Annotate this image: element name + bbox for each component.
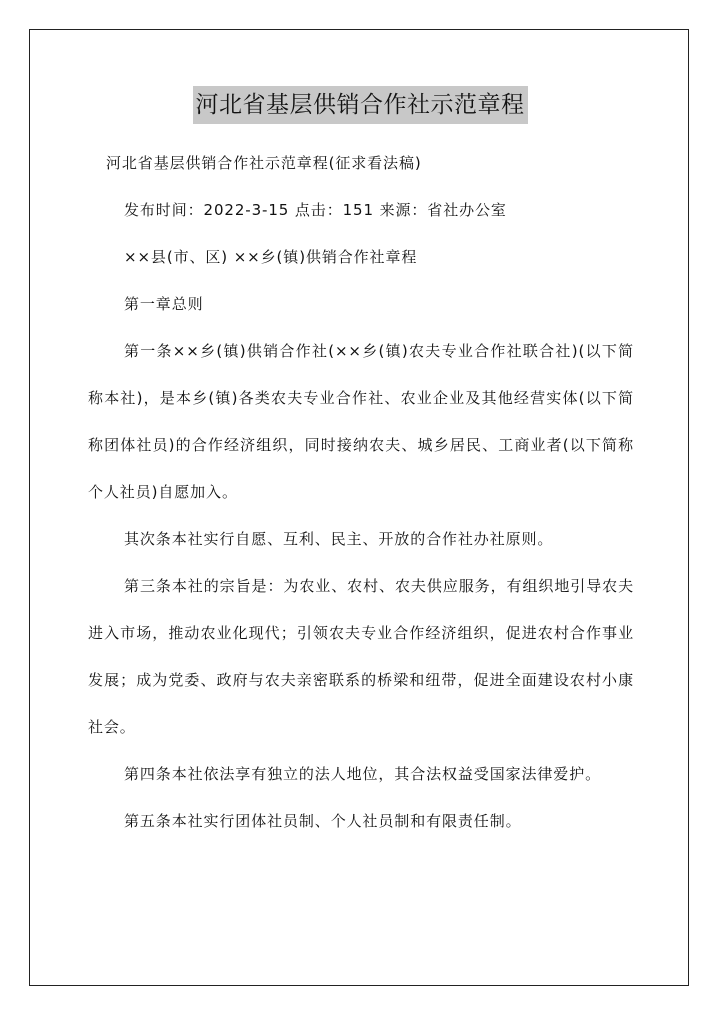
paragraph-article-1: 第一条××乡(镇)供销合作社(××乡(镇)农夫专业合作社联合社)(以下简称本社)，是本乡(镇)各类农夫专业合作社、农业企业及其他经营实体(以下简称团体社员)的合作经济组织，同时接纳农夫、城乡居民、工商业者(以下简称个人社员)自愿加入。 <box>88 342 634 501</box>
paragraph-publish-info: 发布时间：2022-3-15 点击：151 来源：省社办公室 <box>124 201 507 219</box>
paragraph-draft-title: 河北省基层供销合作社示范章程(征求看法稿) <box>106 154 422 172</box>
document-title: 河北省基层供销合作社示范章程 <box>193 86 528 124</box>
document-body <box>88 140 634 845</box>
paragraph-article-5: 第五条本社实行团体社员制、个人社员制和有限责任制。 <box>124 812 522 830</box>
paragraph-charter-name: ××县(市、区) ××乡(镇)供销合作社章程 <box>124 248 418 266</box>
title-area <box>0 86 720 124</box>
paragraph-article-3: 第三条本社的宗旨是：为农业、农村、农夫供应服务，有组织地引导农夫进入市场，推动农业化现代；引领农夫专业合作经济组织，促进农村合作事业发展；成为党委、政府与农夫亲密联系的桥梁和纽带，促进全面建设农村小康社会。 <box>88 577 634 736</box>
paragraph-article-4: 第四条本社依法享有独立的法人地位，其合法权益受国家法律爱护。 <box>124 765 602 783</box>
paragraph-chapter-heading: 第一章总则 <box>124 295 204 313</box>
paragraph-article-2: 其次条本社实行自愿、互利、民主、开放的合作社办社原则。 <box>124 530 554 548</box>
